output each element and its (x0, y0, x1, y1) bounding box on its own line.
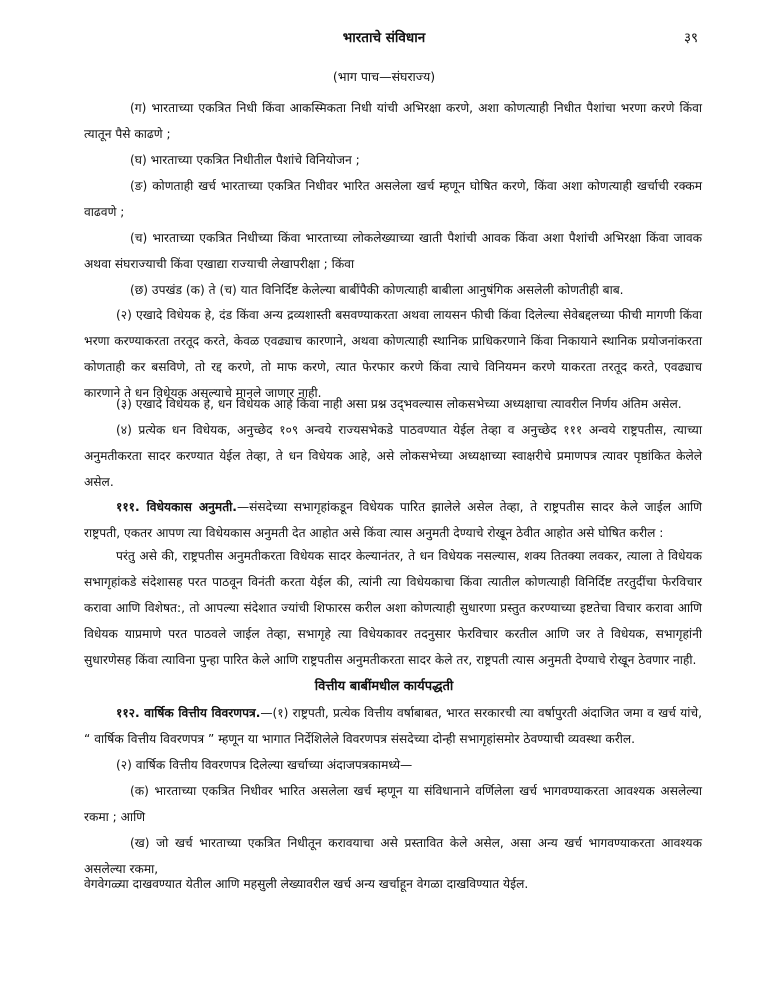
article-111-text: —संसदेच्या सभागृहांकडून विधेयक पारित झालेले असेल तेव्हा, ते राष्ट्रपतीस सादर केले जाईल आणि राष्ट्रपती, एकतर आपण त्या विधेयकास अनुमती देत आहोत असे किंवा त्यास अनुमती देण्याचे रोखून ठेवीत आहोत असे घोषित करील : (84, 500, 702, 540)
paragraph-4: (४) प्रत्येक धन विधेयक, अनुच्छेद १०९ अन्वये राज्यसभेकडे पाठवण्यात येईल तेव्हा व अनुच्छेद १११ अन्वये राष्ट्रपतीस, त्याच्या अनुमतीकरता सादर करण्यात येईल तेव्हा, ते धन विधेयक आहे, असे लोकसभेच्या अध्यक्षाच्या स्वाक्षरीचे प्रमाणपत्र त्यावर पृष्ठांकित केलेले असेल. (84, 423, 702, 489)
part-subtitle: (भाग पाच—संघराज्य) (332, 69, 436, 84)
article-111-proviso: परंतु असे की, राष्ट्रपतीस अनुमतीकरता विधेयक सादर केल्यानंतर, ते धन विधेयक नसल्यास, शक्य तितक्या लवकर, त्याला ते विधेयक सभागृहांकडे संदेशासह परत पाठवून विनंती करता येईल की, त्यांनी त्या विधेयकाचा किंवा त्यातील कोणत्याही विनिर्दिष्ट तरतुदींचा फेरविचार करावा आणि विशेषत:, तो आपल्या संदेशात ज्यांची शिफारस करील अशा कोणत्याही सुधारणा प्रस्तुत करण्याच्या इष्टतेचा विचार करावा आणि विधेयक याप्रमाणे परत पाठवले जाईल तेव्हा, सभागृहे त्या विधेयकावर तदनुसार फेरविचार करतील आणि जर ते विधेयक, सभागृहांनी सुधारणेसह किंवा त्याविना पुन्हा पारित केले आणि राष्ट्रपतीस अनुमतीकरता सादर केले तर, राष्ट्रपती त्यास अनुमती देण्याचे रोखून ठेवणार नाही. (84, 549, 702, 667)
clause-gha: (घ) भारताच्या एकत्रित निधीतील पैशांचे विनियोजन ; (130, 153, 360, 167)
section-heading: वित्तीय बाबींमधील कार्यपद्धती (314, 679, 454, 694)
clause-cha: (च) भारताच्या एकत्रित निधीच्या किंवा भारताच्या लोकलेख्याच्या खाती पैशांची आवक किंवा अशा पैशांची अभिरक्षा किंवा जावक अथवा संघराज्याची किंवा एखाद्या राज्याची लेखापरीक्षा ; किंवा (84, 231, 702, 271)
article-112-closing: वेगवेगळ्या दाखवण्यात येतील आणि महसुली लेख्यावरील खर्च अन्य खर्चाहून वेगळा दाखविण्यात येईल. (84, 877, 529, 891)
page-number: ३९ (683, 30, 698, 46)
article-112 (84, 700, 702, 752)
page-title: भारताचे संविधान (342, 30, 426, 46)
clause-nga: (ङ) कोणताही खर्च भारताच्या एकत्रित निधीवर भारित असलेला खर्च म्हणून घोषित करणे, किंवा अशा कोणत्याही खर्चाची रक्कम वाढवणे ; (84, 179, 702, 219)
article-112-heading: ११२. वार्षिक वित्तीय विवरणपत्र. (116, 706, 261, 720)
article-112-sub2: (२) वार्षिक वित्तीय विवरणपत्र दिलेल्या खर्चाच्या अंदाजपत्रकामध्ये— (116, 758, 413, 772)
article-112-text: —(१) राष्ट्रपती, प्रत्येक वित्तीय वर्षाबाबत, भारत सरकारची त्या वर्षापुरती अंदाजित जमा व खर्च यांचे, “ वार्षिक वित्तीय विवरणपत्र ” म्हणून या भागात निर्देशिलेले विवरणपत्र संसदेच्या दोन्ही सभागृहांसमोर ठेवण्याची व्यवस्था करील. (84, 706, 702, 746)
clause-ga: (ग) भारताच्या एकत्रित निधी किंवा आकस्मिकता निधी यांची अभिरक्षा करणे, अशा कोणत्याही निधीत पैशांचा भरणा करणे किंवा त्यातून पैसे काढणे ; (84, 101, 702, 141)
article-112-clause-ka: (क) भारताच्या एकत्रित निधीवर भारित असलेला खर्च म्हणून या संविधानाने वर्णिलेला खर्च भागवण्याकरता आवश्यक असलेल्या रकमा ; आणि (84, 784, 702, 824)
paragraph-2: (२) एखादे विधेयक हे, दंड किंवा अन्य द्रव्यशास्ती बसवण्याकरता अथवा लायसन फीची किंवा दिलेल्या सेवेबद्दलच्या फीची मागणी किंवा भरणा करण्याकरता तरतूद करते, केवळ एवढ्याच कारणाने, अथवा कोणत्याही स्थानिक प्राधिकरणाने किंवा निकायाने स्थानिक प्रयोजनांकरता कोणताही कर बसविणे, तो रद्द करणे, तो माफ करणे, त्यात फेरफार करणे किंवा त्याचे विनियमन करणे याकरता तरतूद करते, एवढ्याच कारणाने ते धन विधेयक असल्याचे मानले जाणार नाही. (84, 308, 702, 400)
paragraph-3: (३) एखादे विधेयक हे, धन विधेयक आहे किंवा नाही असा प्रश्न उद्‌भवल्यास लोकसभेच्या अध्यक्षाचा त्यावरील निर्णय अंतिम असेल. (116, 397, 682, 411)
clause-chha: (छ) उपखंड (क) ते (च) यात विनिर्दिष्ट केलेल्या बाबींपैकी कोणत्याही बाबीला आनुषंगिक असलेली कोणतीही बाब. (130, 283, 624, 297)
article-111 (84, 494, 702, 546)
article-111-heading: १११. विधेयकास अनुमती. (116, 500, 237, 514)
article-112-clause-kha: (ख) जो खर्च भारताच्या एकत्रित निधीतून करावयाचा असे प्रस्तावित केले असेल, असा अन्य खर्च भागवण्याकरता आवश्यक असलेल्या रकमा, (84, 836, 702, 876)
